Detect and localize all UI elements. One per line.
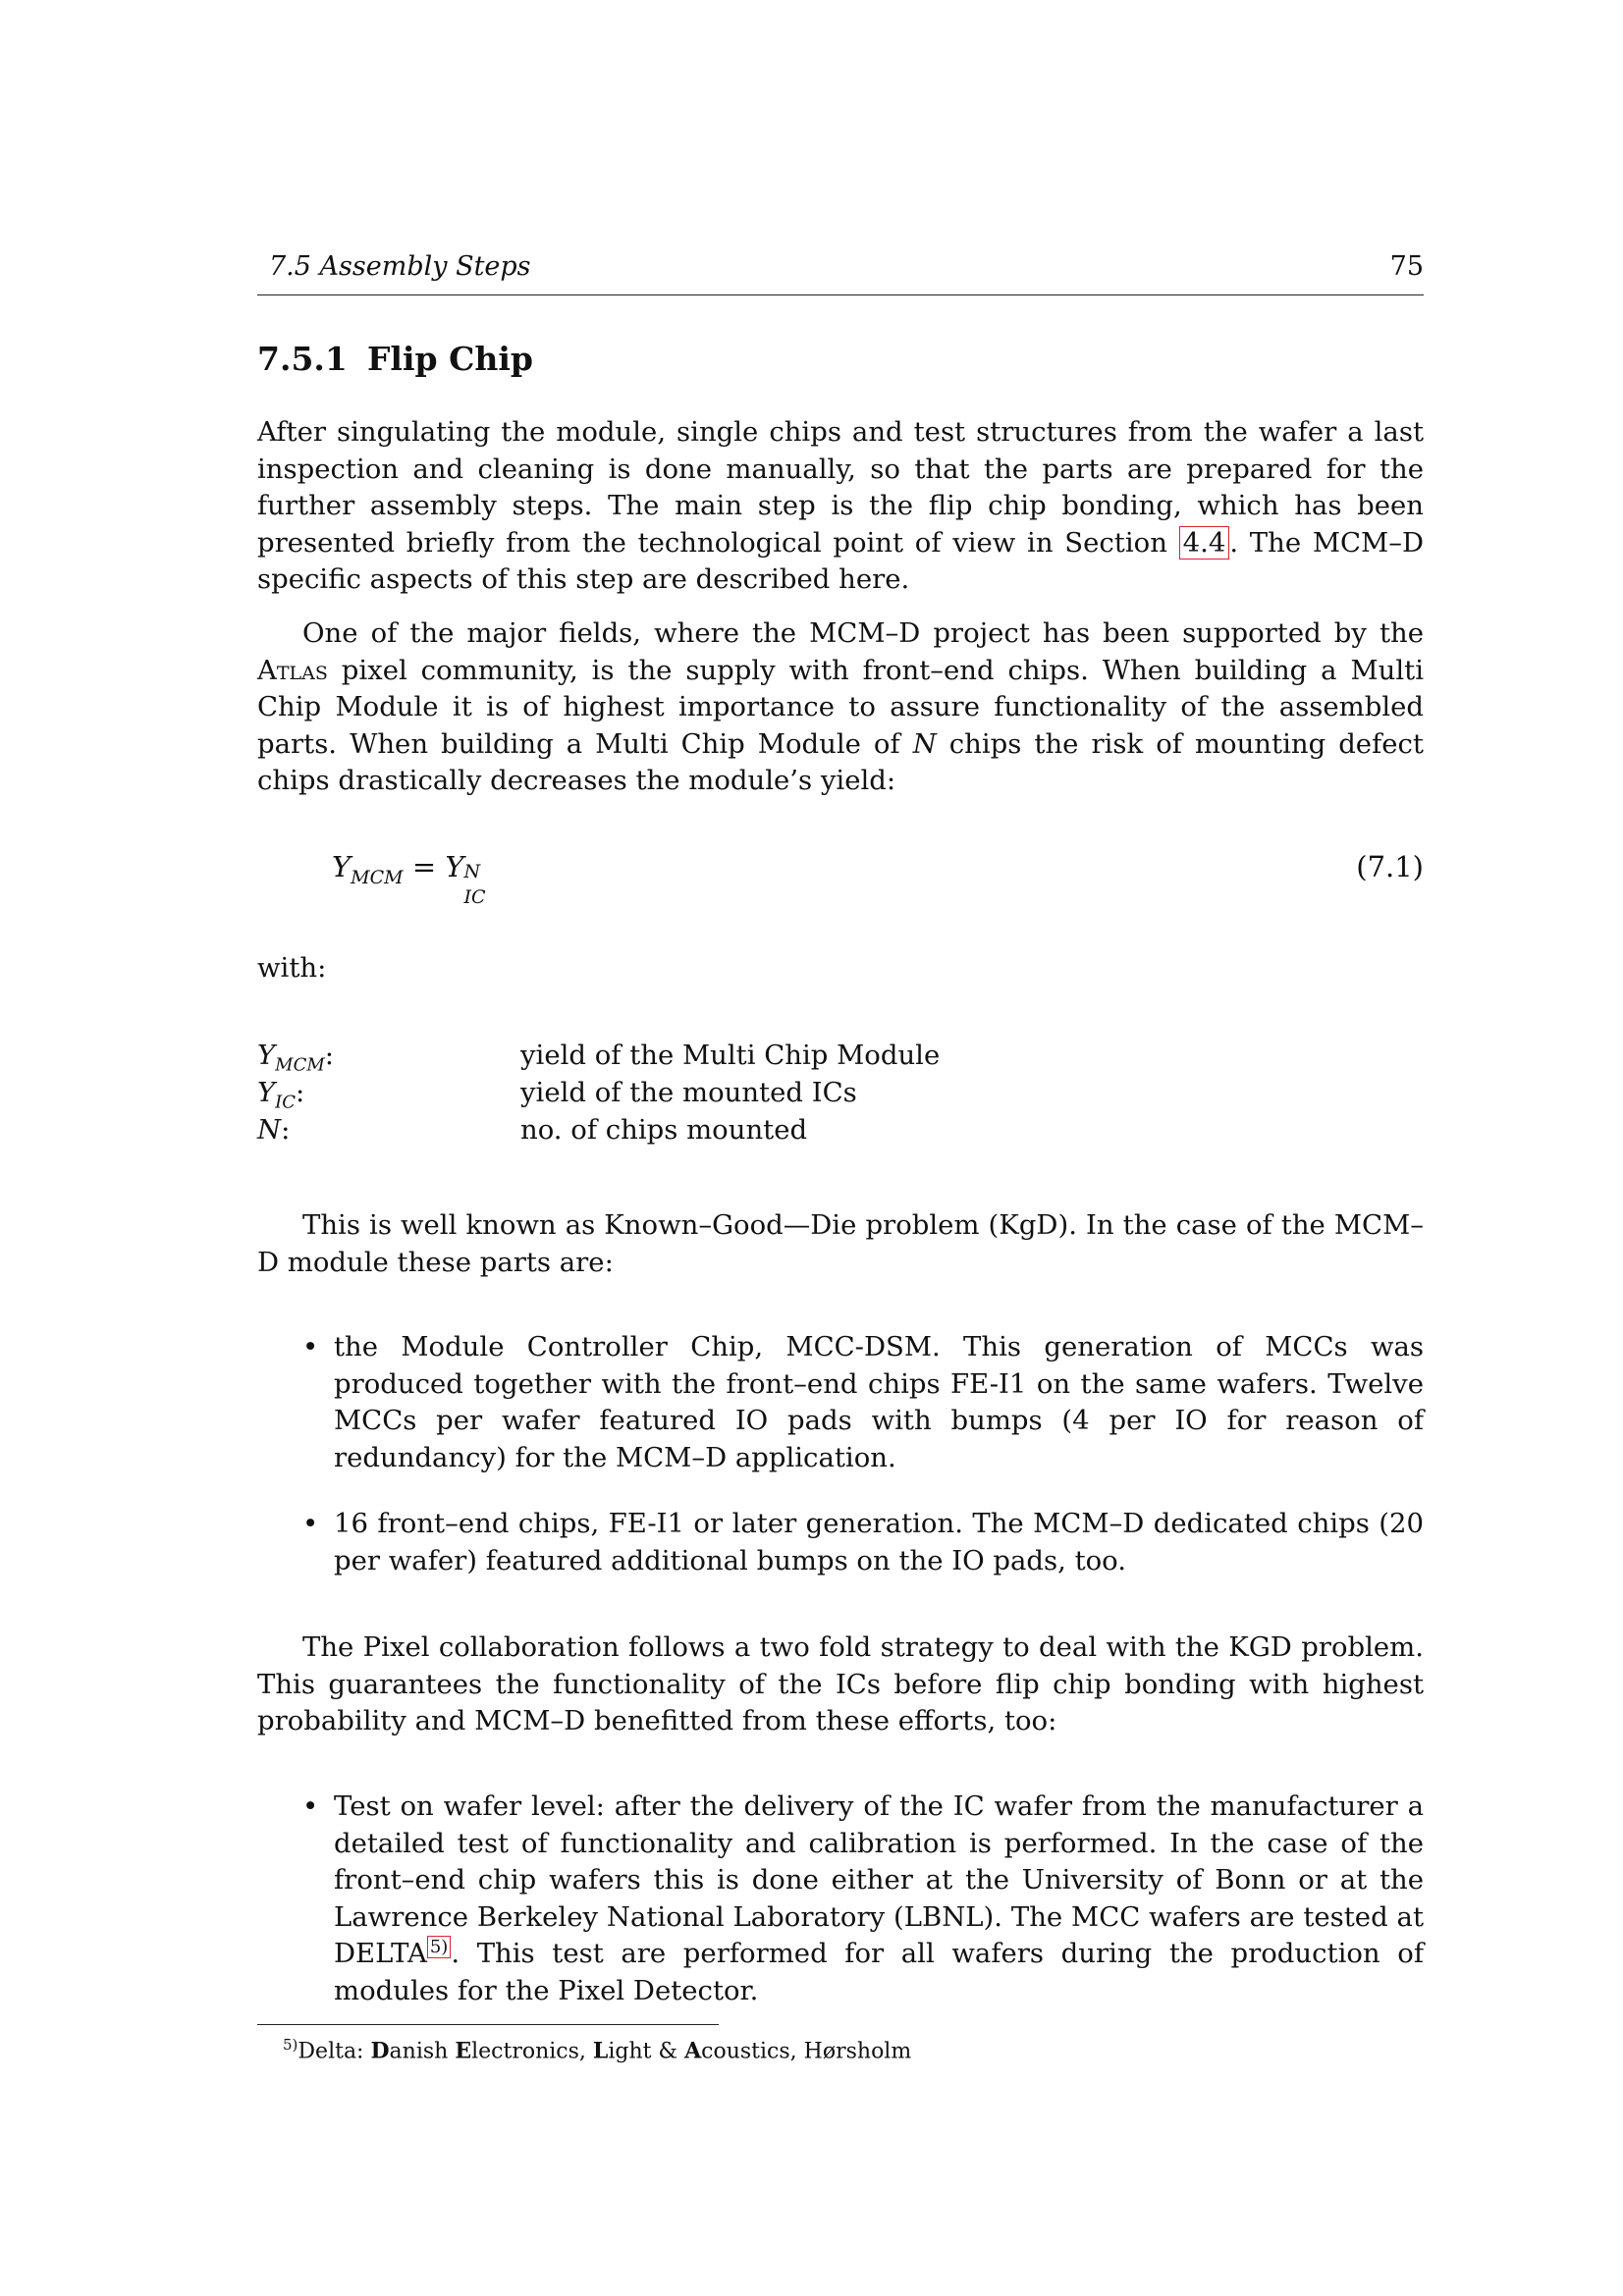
list-item: • Test on wafer level: after the delivery of the IC wafer from the manufacturer a detailed test of functionality and calibration is performed. In the case of the front–end chip wafers this is done either at the University of Bonn or at the Lawrence Berkeley National Laboratory (LBNL). The MCC wafers are tested at DELTA $^{5)}$ . This test are performed for all wafers during the production of modules for the Pixel Detector. [302,1790,1424,2006]
equation-number: (7.1) [1356,850,1424,883]
variable-n: N [912,727,937,760]
equation-7-1 [257,850,1424,908]
list-item: • 16 front–end chips, FE-I1 or later generation. The MCM–D dedicated chips (20 per wafer) featured additional bumps on the IO pads, too. [302,1508,1424,1576]
paragraph-2 [257,615,1424,800]
symbol-description: yield of the Multi Chip Module [520,1040,941,1071]
running-section-title: 7.5 Assembly Steps [269,251,531,282]
symbol-definitions [257,1037,1424,1148]
equation-body: $Y_{MCM} = Y$ N IC [332,850,486,908]
paragraph-1-text-end: . The MCM–D specific aspects of this step are described here. [257,526,1425,595]
page-number: 75 [1389,251,1424,282]
symbol-row: $Y_{MCM}$: yield of the Multi Chip Module [257,1037,1424,1074]
section-title: Flip Chip [367,340,533,378]
paragraph-2-text-end: chips the risk of mounting defect chips drastically decreases the module’s yield: [257,727,1424,796]
bullet-icon: • [302,1508,319,1539]
section-heading [257,340,533,378]
symbol-row: N: no. of chips mounted [257,1111,1424,1148]
paragraph-1 [257,414,1424,599]
atlas-name: Atlas [257,654,328,686]
bullet-icon: • [302,1331,319,1362]
running-header [257,247,1424,295]
paragraph-2-text-mid: pixel community, is the supply with front–end chips. When building a Multi Chip Module it is of highest importance to assure functionality of the assembled parts. When building a Multi Chip Module of [257,654,1424,760]
footnote-rule [257,2024,719,2025]
paragraph-4: The Pixel collaboration follows a two fold strategy to deal with the KGD problem. This guarantees the functionality of the ICs before flip chip bonding with highest probability and MCM–D benefitted from these efforts, too: [257,1631,1424,1736]
symbol-description: no. of chips mounted [520,1114,808,1146]
section-ref-link[interactable]: 4.4 [1179,526,1230,560]
bullet-list-parts [257,1329,1424,1609]
bullet-list-strategy [257,1789,1424,2039]
footnote-ref-link[interactable]: 5) [427,1936,451,1958]
bullet-icon: • [302,1790,319,1822]
symbol-description: yield of the mounted ICs [520,1077,857,1108]
with-label: with: [257,952,327,984]
footnote: $^{5)}$Delta: Danish Electronics, Light & Acoustics, Hørsholm [283,2036,912,2064]
section-number: 7.5.1 [257,340,348,378]
paragraph-1-text: After singulating the module, single chips and test structures from the wafer a last inspection and cleaning is done manually, so that the parts are prepared for the further assembly steps. The main step is the flip chip bonding, which has been presented briefly from the technological point of view in Section [257,416,1424,559]
paragraph-2-text: One of the major fields, where the MCM–D project has been supported by the [302,617,1424,649]
symbol-row: $Y_{IC}$: yield of the mounted ICs [257,1074,1424,1111]
list-item: • the Module Controller Chip, MCC-DSM. This generation of MCCs was produced together with the front–end chips FE-I1 on the same wafers. Twelve MCCs per wafer featured IO pads with bumps (4 per IO for reason of redundancy) for the MCM–D application. [302,1331,1424,1473]
paragraph-3: This is well known as Known–Good—Die problem (KgD). In the case of the MCM–D module these parts are: [257,1209,1424,1278]
